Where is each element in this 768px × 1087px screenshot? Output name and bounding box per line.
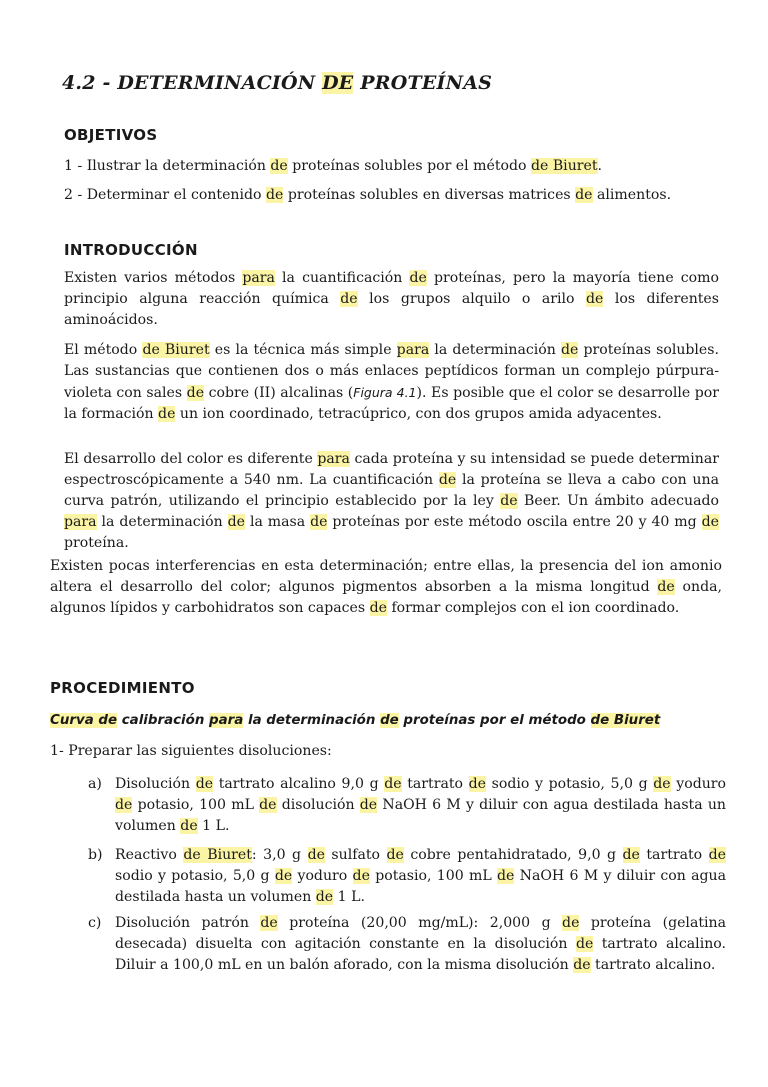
objetivos-heading: OBJETIVOS xyxy=(64,126,158,144)
item-label-b: b) xyxy=(88,847,103,863)
intro-paragraph-3: El desarrollo del color es diferente para cada proteína y su intensidad se puede determinar espectroscópicamente a 540 nm. La cuantificación de la proteína se lleva a cabo con una curva patrón, utilizando el principio establecido por la ley de Beer. Un ámbito adecuado para la determinación de la masa de proteínas por este método oscila entre 20 y 40 mg de proteína. xyxy=(64,451,719,551)
list-item: Reactivo de Biuret: 3,0 g de sulfato de cobre pentahidratado, 9,0 g de tartrato de sodio y potasio, 5,0 g de yoduro de potasio, 100 mL de NaOH 6 M y diluir con agua destilada hasta un volumen de 1 L. xyxy=(115,847,727,905)
intro-paragraph-2: El método de Biuret es la técnica más simple para la determinación de proteínas solubles. Las sustancias que contienen dos o más enlaces peptídicos forman un complejo púrpura-violeta con sales de cobre (II) alcalinas (Figura 4.1). Es posible que el color se desarrolle por la formación de un ion coordinado, tetracúprico, con dos grupos amida adyacentes. xyxy=(64,342,720,422)
objetivo-item: 2 - Determinar el contenido de proteínas solubles en diversas matrices de alimentos. xyxy=(64,187,672,203)
figure-reference: Figura 4.1 xyxy=(353,385,417,400)
list-item: Disolución patrón de proteína (20,00 mg/mL): 2,000 g de proteína (gelatina desecada) disuelta con agitación constante en la disolución de tartrato alcalino. Diluir a 100,0 mL en un balón aforado, con la misma disolución de tartrato alcalino. xyxy=(115,915,726,973)
introduccion-heading: INTRODUCCIÓN xyxy=(64,241,198,259)
page-title: 4.2 - DETERMINACIÓN DE PROTEÍNAS xyxy=(62,72,493,94)
item-label-a: a) xyxy=(88,776,102,792)
list-item: Disolución de tartrato alcalino 9,0 g de tartrato de sodio y potasio, 5,0 g de yoduro de potasio, 100 mL de disolución de NaOH 6 M y diluir con agua destilada hasta un volumen de 1 L. xyxy=(115,776,727,834)
item-label-c: c) xyxy=(88,915,102,931)
procedure-step-1: 1- Preparar las siguientes disoluciones: xyxy=(50,743,332,759)
procedure-subtitle: Curva de calibración para la determinación de proteínas por el método de Biuret xyxy=(50,713,661,728)
intro-paragraph-1: Existen varios métodos para la cuantificación de proteínas, pero la mayoría tiene como principio alguna reacción química de los grupos alquilo o arilo de los diferentes aminoácidos. xyxy=(64,270,720,328)
objetivo-item: 1 - Ilustrar la determinación de proteínas solubles por el método de Biuret. xyxy=(64,158,602,174)
intro-paragraph-4: Existen pocas interferencias en esta determinación; entre ellas, la presencia del ion amonio altera el desarrollo del color; algunos pigmentos absorben a la misma longitud de onda, algunos lípidos y carbohidratos son capaces de formar complejos con el ion coordinado. xyxy=(50,558,722,616)
procedimiento-heading: PROCEDIMIENTO xyxy=(50,679,195,697)
